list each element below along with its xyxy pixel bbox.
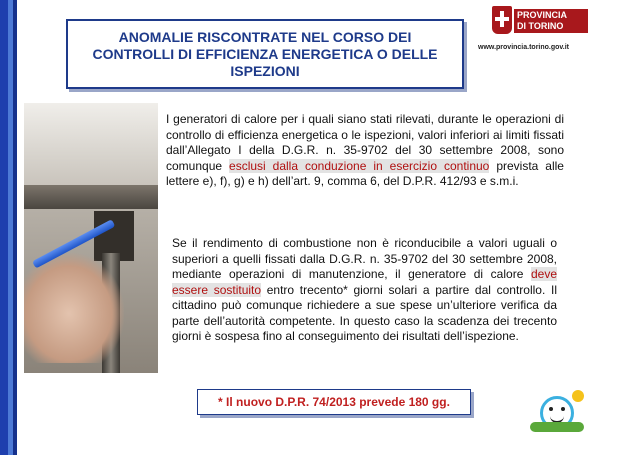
boiler-inspection-photo <box>24 103 158 373</box>
provincia-logo <box>492 6 588 40</box>
note-box <box>197 389 471 415</box>
paragraph2-text-end: entro trecento* giorni solari a partire dal controllo. Il cittadino può comunque richiedere a sue spese un’ulteriore verifica da parte dell’autorità competente. In questo caso la scadenza dei trecento giorni è sospesa fino al conseguimento dei risultati dell’ispezione. <box>172 282 557 343</box>
paragraph-generators <box>166 112 564 190</box>
paragraph2-highlight: deve essere sostituito <box>172 267 557 297</box>
paragraph1-highlight: esclusi dalla conduzione in esercizio continuo <box>229 158 490 173</box>
paragraph1-text-end: prevista alle lettere e), f), g) e h) dell’art. 9, comma 6, del D.P.R. 412/93 e s.m.i. <box>166 158 564 188</box>
provincia-torino-emblem-icon <box>492 6 512 34</box>
provincia-logo-text: PROVINCIA DI TORINO <box>514 9 588 33</box>
paragraph1-text: I generatori di calore per i quali siano stati rilevati, durante le operazioni di controllo di efficienza energetica o le ispezioni, valori inferiori ai limiti fissati dall’Allegato I della D.G.R. n. 35-9702 del 30 settembre 2008, sono comunque <box>166 112 564 173</box>
note-text: * Il nuovo D.P.R. 74/2013 prevede 180 gg. <box>218 395 450 409</box>
caldo-pulito-mascot-icon <box>528 382 590 444</box>
paragraph2-text: Se il rendimento di combustione non è riconducibile a valori uguali o superiori a quelli fissati dalla D.G.R. n. 35-9702 del 30 settembre 2008, mediante operazioni di manutenzione, il generatore di calore <box>172 236 557 281</box>
page-title: ANOMALIE RISCONTRATE NEL CORSO DEI CONTROLLI DI EFFICIENZA ENERGETICA O DELLE ISPEZIONI <box>92 28 438 79</box>
title-box <box>66 19 464 89</box>
website-url: www.provincia.torino.gov.it <box>478 44 570 51</box>
side-decoration-bar <box>0 0 8 455</box>
side-decoration-bar-inner <box>13 0 17 455</box>
paragraph-combustion <box>172 236 557 345</box>
